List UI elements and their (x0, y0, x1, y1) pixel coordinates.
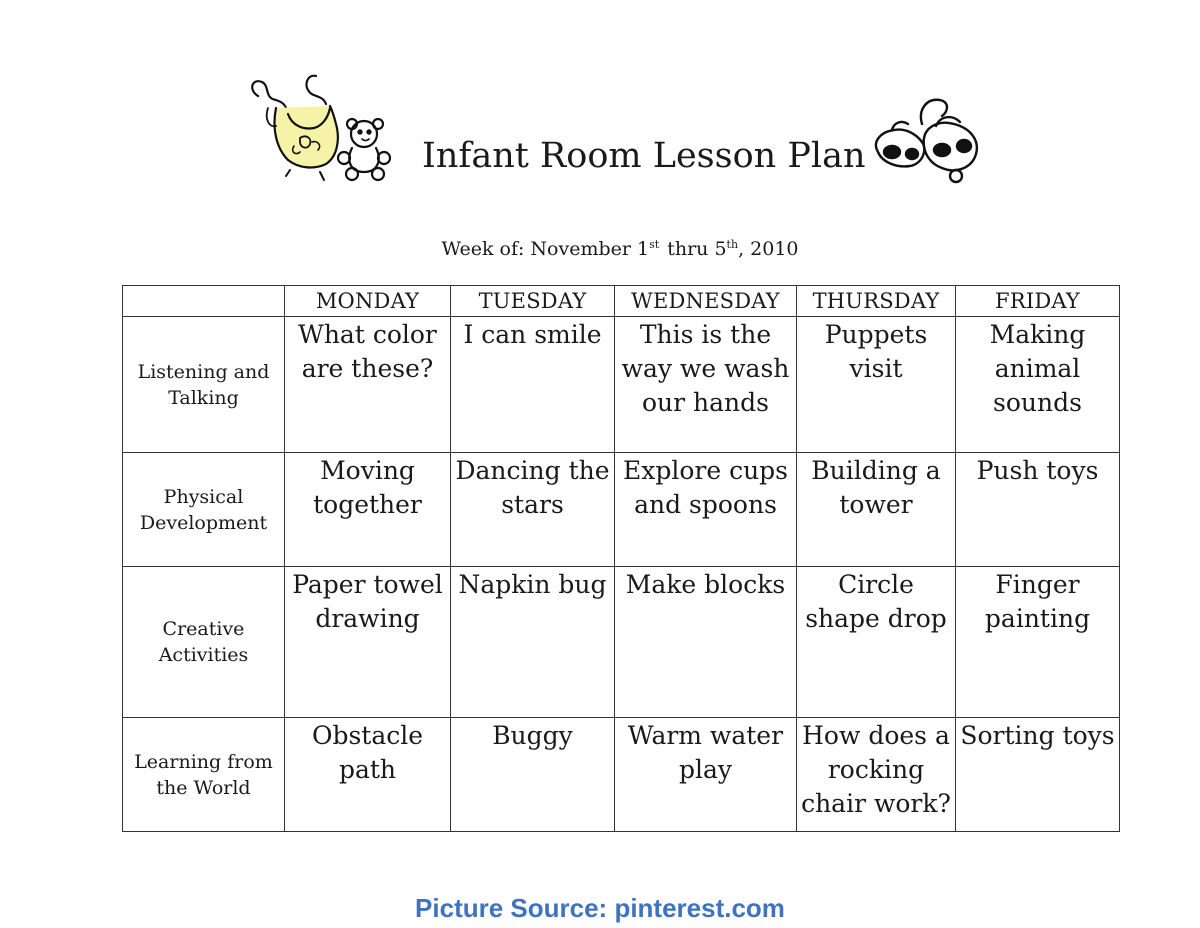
activity-cell (285, 718, 451, 832)
week-prefix: Week of: November 1 (441, 238, 650, 260)
column-header-friday: FRIDAY (956, 286, 1120, 317)
column-header-monday: MONDAY (285, 286, 451, 317)
corner-cell (123, 286, 285, 317)
activity-text: Moving together (313, 456, 422, 519)
activity-cell (451, 567, 615, 718)
row-category: Listening and Talking (123, 317, 285, 453)
column-header-thursday: THURSDAY (797, 286, 956, 317)
picture-source-caption: Picture Source: pinterest.com (415, 893, 785, 923)
table-row (123, 718, 1120, 832)
page-header (0, 0, 1200, 200)
activity-cell (797, 317, 956, 453)
activity-cell (956, 453, 1120, 567)
activity-cell (615, 567, 797, 718)
activity-cell (615, 718, 797, 832)
table-header-row (123, 286, 1120, 317)
activity-text: Making animal sounds (989, 320, 1086, 417)
activity-cell (956, 567, 1120, 718)
activity-text: Napkin bug (458, 570, 607, 599)
column-header-tuesday: TUESDAY (451, 286, 615, 317)
activity-cell (451, 718, 615, 832)
activity-cell (615, 453, 797, 567)
table-row (123, 317, 1120, 453)
row-category: Physical Development (123, 453, 285, 567)
activity-cell (451, 317, 615, 453)
activity-cell (285, 567, 451, 718)
lesson-plan-table (122, 285, 1120, 832)
activity-cell (797, 453, 956, 567)
baby-shoes-icon (870, 94, 985, 186)
row-category: Creative Activities (123, 567, 285, 718)
activity-cell (956, 718, 1120, 832)
bib-and-teddy-clipart (246, 68, 396, 188)
column-header-wednesday: WEDNESDAY (615, 286, 797, 317)
activity-text: Buggy (492, 721, 573, 750)
week-middle: thru 5 (667, 238, 727, 260)
page-title: Infant Room Lesson Plan (422, 136, 866, 176)
activity-text: Warm water play (627, 721, 784, 784)
activity-cell (615, 317, 797, 453)
activity-text: I can smile (463, 320, 602, 349)
activity-text: This is the way we wash our hands (621, 320, 790, 417)
activity-cell (797, 567, 956, 718)
activity-text: Paper towel drawing (292, 570, 443, 633)
activity-cell (956, 317, 1120, 453)
week-year: , 2010 (738, 238, 799, 260)
activity-text: Dancing the stars (455, 456, 610, 519)
activity-text: Finger painting (984, 570, 1091, 633)
activity-text: Make blocks (625, 570, 786, 599)
activity-cell (797, 718, 956, 832)
activity-text: Building a tower (811, 456, 941, 519)
activity-text: Circle shape drop (805, 570, 947, 633)
activity-text: How does a rocking chair work? (801, 721, 951, 818)
activity-text: Push toys (976, 456, 1099, 485)
activity-text: Puppets visit (824, 320, 928, 383)
activity-cell (451, 453, 615, 567)
teddy-bear-icon (338, 119, 390, 180)
activity-text: Obstacle path (311, 721, 424, 784)
week-end-suffix: th (726, 238, 739, 251)
bib-icon (252, 76, 338, 180)
activity-cell (285, 317, 451, 453)
table-row (123, 567, 1120, 718)
row-category: Learning from the World (123, 718, 285, 832)
week-of-line (0, 232, 1200, 262)
activity-text: Explore cups and spoons (622, 456, 789, 519)
activity-text: What color are these? (298, 320, 437, 383)
activity-cell (285, 453, 451, 567)
activity-text: Sorting toys (960, 721, 1115, 750)
week-start-suffix: st (649, 238, 660, 251)
table-row (123, 453, 1120, 567)
